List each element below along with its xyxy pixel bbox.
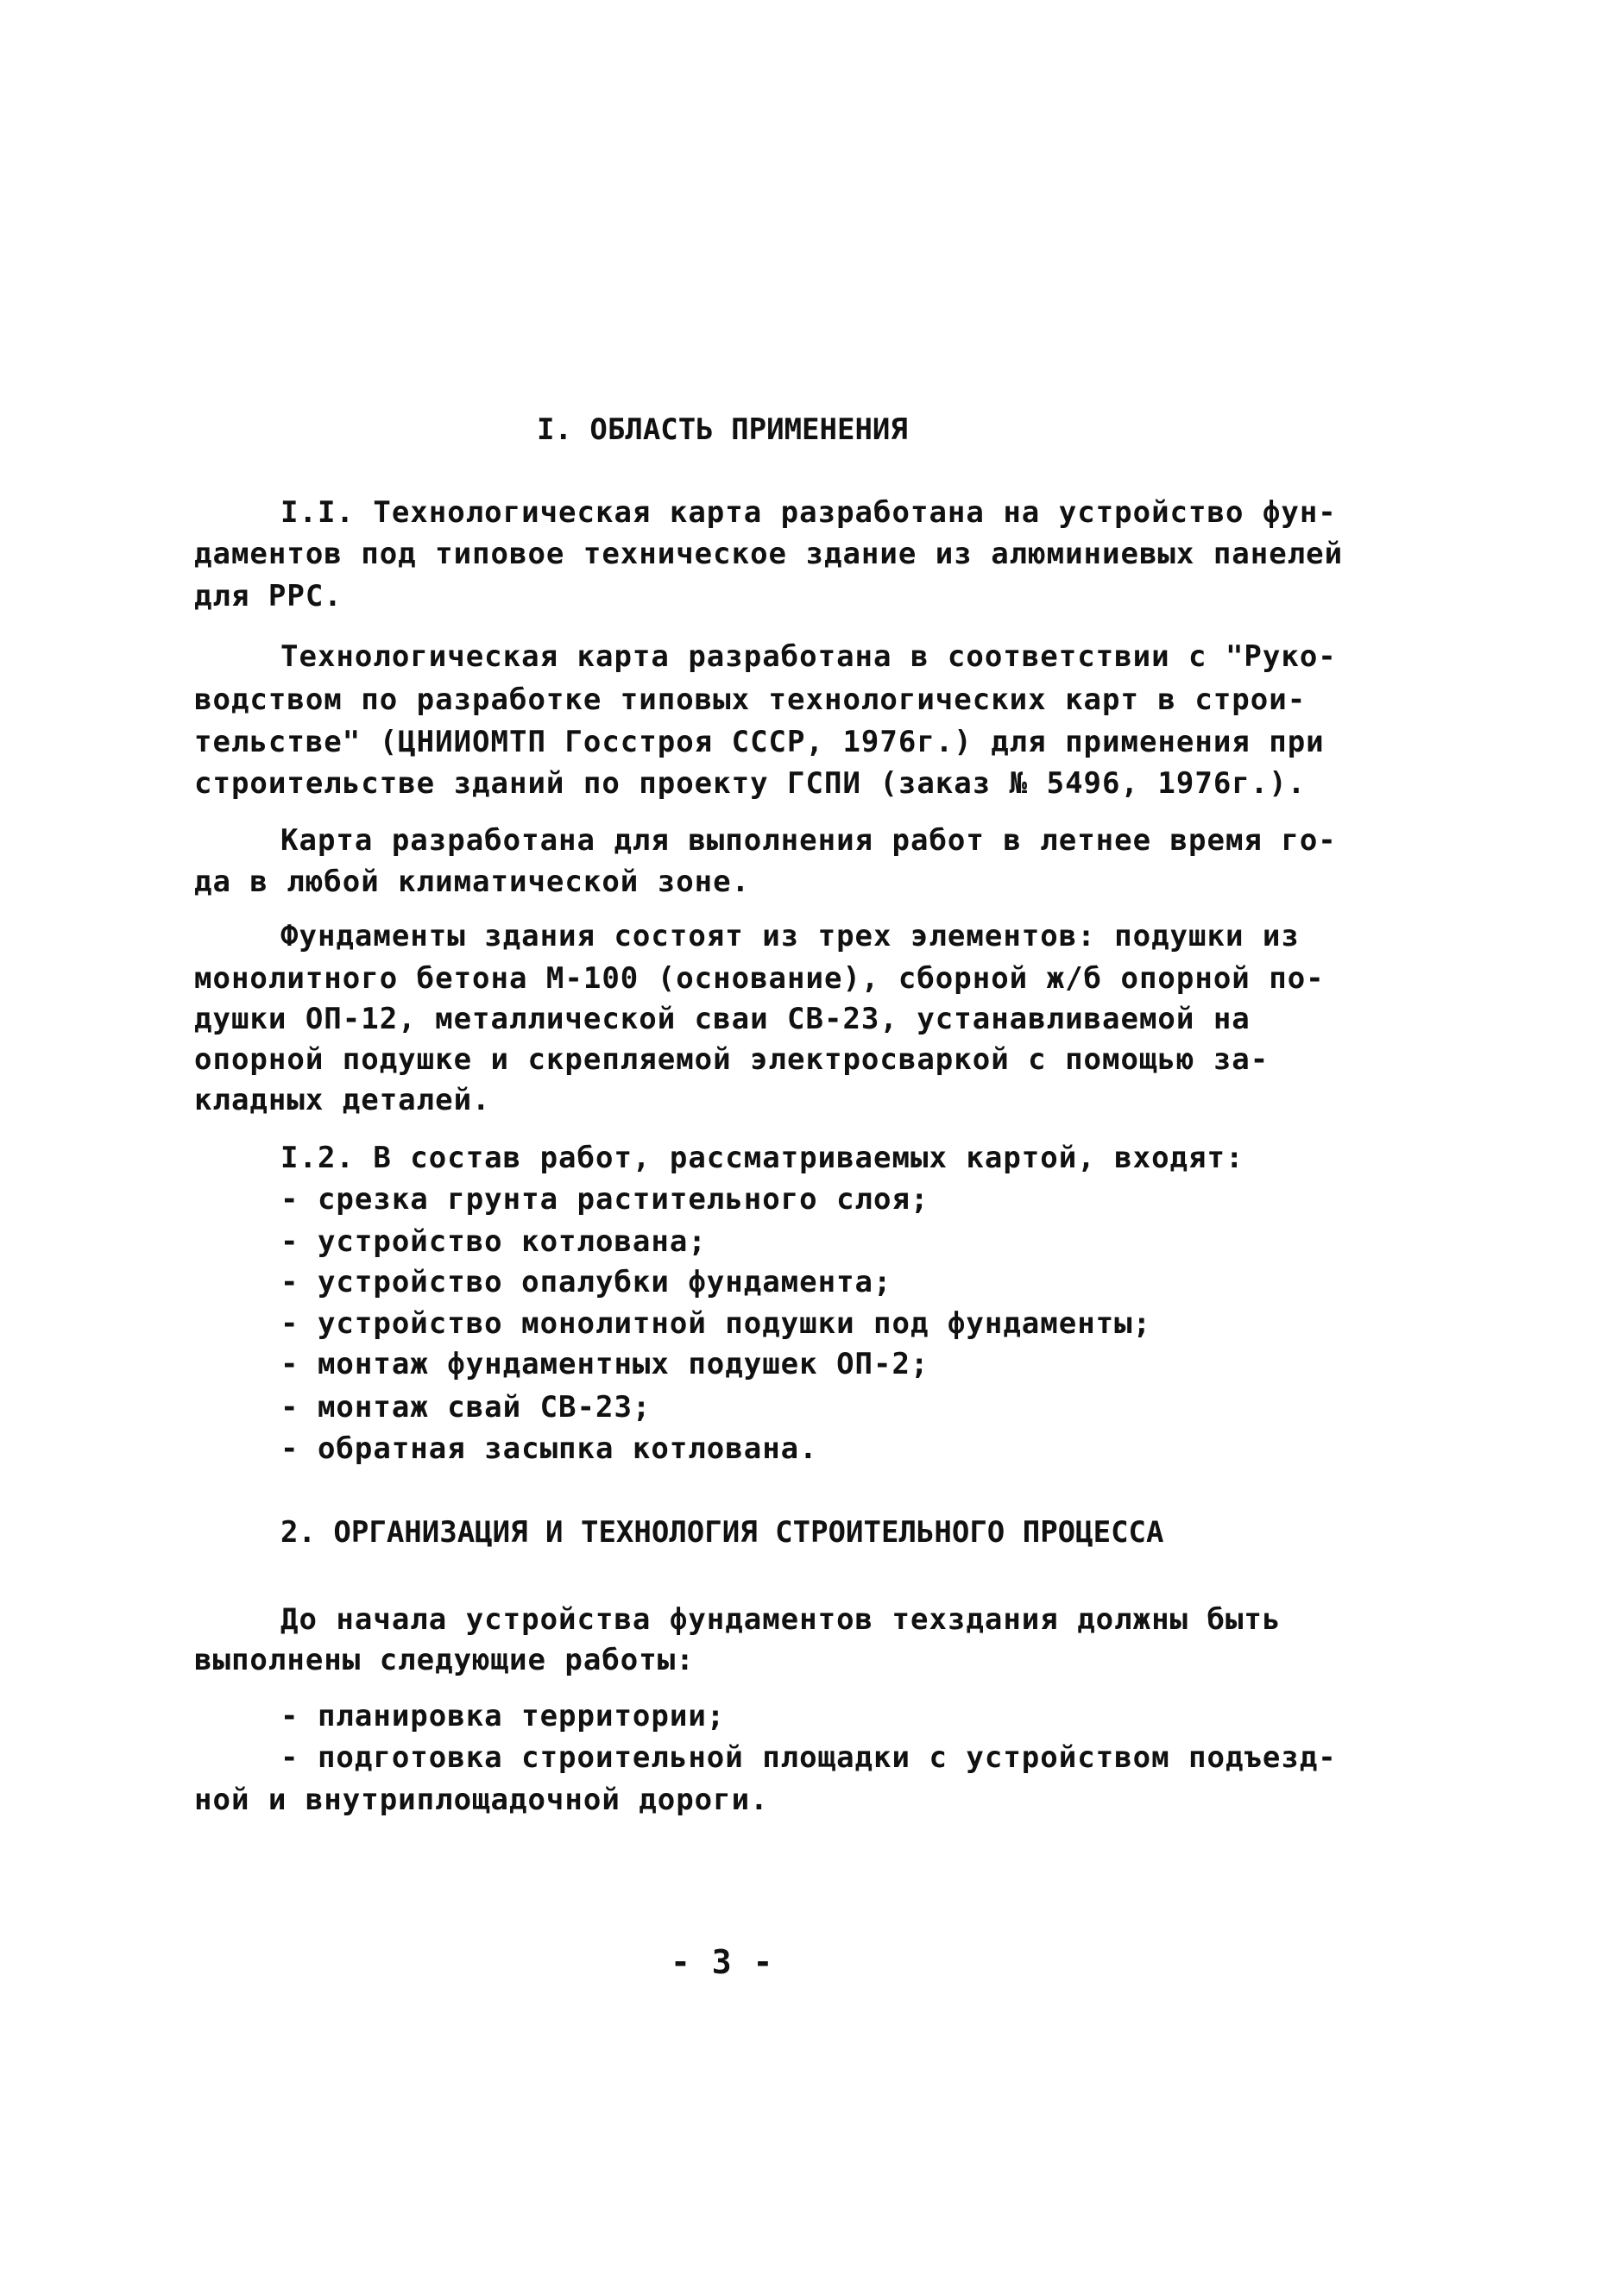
paragraph-2-line-3: тельстве" (ЦНИИОМТП Госстроя СССР, 1976г.) для применения при xyxy=(194,725,1325,759)
list-item: ной и внутриплощадочной дороги. xyxy=(194,1783,769,1817)
paragraph-1-line-2: даментов под типовое техническое здание из алюминиевых панелей xyxy=(194,537,1344,571)
paragraph-1-line-1: I.I. Технологическая карта разработана на устройство фун- xyxy=(280,495,1337,530)
paragraph-4-line-2: монолитного бетона М-100 (основание), сборной ж/б опорной по- xyxy=(194,961,1325,996)
section-1-heading: I. ОБЛАСТЬ ПРИМЕНЕНИЯ xyxy=(537,412,908,447)
paragraph-4-line-5: кладных деталей. xyxy=(194,1083,491,1117)
paragraph-2-line-2: водством по разработке типовых технологических карт в строи- xyxy=(194,683,1307,717)
list-item: - устройство котлована; xyxy=(280,1224,707,1259)
list-item: - подготовка строительной площадки с устройством подъезд- xyxy=(280,1740,1337,1775)
page-number: - 3 - xyxy=(671,1943,774,1981)
list-item: - монтаж фундаментных подушек ОП-2; xyxy=(280,1347,929,1381)
paragraph-3-line-1: Карта разработана для выполнения работ в летнее время го- xyxy=(280,823,1337,858)
section-1-2-intro: I.2. В состав работ, рассматриваемых картой, входят: xyxy=(280,1141,1244,1175)
list-item: - устройство монолитной подушки под фундаменты; xyxy=(280,1306,1152,1341)
paragraph-4-line-1: Фундаменты здания состоят из трех элементов: подушки из xyxy=(280,919,1300,953)
paragraph-2-line-1: Технологическая карта разработана в соответствии с "Руко- xyxy=(280,639,1337,674)
list-item: - монтаж свай СВ-23; xyxy=(280,1390,652,1425)
list-item: - устройство опалубки фундамента; xyxy=(280,1265,892,1299)
section-2-paragraph-line-2: выполнены следующие работы: xyxy=(194,1643,695,1677)
paragraph-4-line-3: душки ОП-12, металлической сваи СВ-23, устанавливаемой на xyxy=(194,1002,1251,1036)
paragraph-1-line-3: для РРС. xyxy=(194,579,343,613)
section-2-heading: 2. ОРГАНИЗАЦИЯ И ТЕХНОЛОГИЯ СТРОИТЕЛЬНОГО ПРОЦЕССА xyxy=(280,1515,1164,1550)
section-2-paragraph-line-1: До начала устройства фундаментов техздания должны быть xyxy=(280,1602,1282,1637)
list-item: - обратная засыпка котлована. xyxy=(280,1431,818,1466)
list-item: - срезка грунта растительного слоя; xyxy=(280,1182,929,1217)
paragraph-4-line-4: опорной подушке и скрепляемой электросваркой с помощью за- xyxy=(194,1042,1270,1077)
paragraph-2-line-4: строительстве зданий по проекту ГСПИ (заказ № 5496, 1976г.). xyxy=(194,766,1307,801)
list-item: - планировка территории; xyxy=(280,1699,726,1733)
paragraph-3-line-2: да в любой климатической зоне. xyxy=(194,865,751,899)
